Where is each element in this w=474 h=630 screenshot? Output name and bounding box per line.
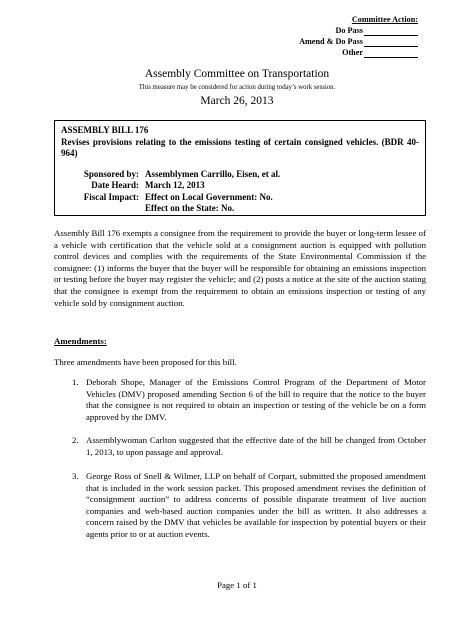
action-blank-line bbox=[364, 27, 418, 36]
work-session-note: This measure may be considered for action during today’s work session. bbox=[138, 84, 336, 91]
fiscal-impact-local: Effect on Local Government: No. bbox=[145, 191, 273, 202]
fiscal-impact-spacer bbox=[61, 203, 139, 215]
bill-number: ASSEMBLY BILL 176 bbox=[61, 125, 149, 135]
amendments-intro: Three amendments have been proposed for this bill. bbox=[54, 357, 237, 367]
committee-action-title: Committee Action: bbox=[351, 15, 418, 24]
bill-summary-paragraph: Assembly Bill 176 exempts a consignee from the requirement to provide the buyer or long-term lessee of a vehicle with certification that the vehicle sold at a consignment auction is equipped with pollution control devices and complies with the requirements of the State Environmental Commission if the consignee: (1) informs the buyer that the buyer will be responsible for obtaining an emissions inspection or testing before the buyer may register the vehicle; and (2) posts a notice at the site of the auction stating that the consignee is exempt from the requirement to obtain an emissions inspection or testing of any vehicle sold by consignment auction. bbox=[54, 228, 426, 308]
action-option-amend-do-pass bbox=[258, 36, 418, 47]
action-option-label: Amend & Do Pass bbox=[299, 37, 363, 46]
amendment-item bbox=[72, 471, 426, 541]
amendments-heading: Amendments: bbox=[54, 336, 107, 346]
sponsored-label: Sponsored by: bbox=[83, 168, 139, 179]
bill-metadata bbox=[61, 169, 419, 215]
action-blank-line bbox=[364, 38, 418, 47]
action-option-other bbox=[258, 47, 418, 58]
date-heard-value: March 12, 2013 bbox=[145, 180, 205, 190]
fiscal-impact-state: Effect on the State: No. bbox=[145, 203, 235, 213]
amendment-text: George Ross of Snell & Wilmer, LLP on behalf of Corpart, submitted the proposed amendment that is included in the work session packet. This proposed amendment revises the definition of “consignment auction” to address concerns of possible disparate treatment of live auction companies and web-based auction companies under the bill as written. It also addresses a concern raised by the DMV that vehicles be available for inspection by potential buyers or their agents prior to or at auction events. bbox=[86, 471, 426, 539]
bill-description: Revises provisions relating to the emissions testing of certain consigned vehicles. (BDR 40-964) bbox=[61, 136, 419, 158]
action-option-label: Do Pass bbox=[335, 26, 363, 35]
sponsored-value: Assemblymen Carrillo, Eisen, et al. bbox=[145, 168, 281, 179]
committee-name: Assembly Committee on Transportation bbox=[144, 68, 330, 80]
amendment-item bbox=[72, 435, 426, 458]
action-option-label: Other bbox=[342, 48, 363, 57]
amendment-text: Assemblywoman Carlton suggested that the effective date of the bill be changed from October 1, 2013, to upon passage and approval. bbox=[86, 435, 426, 457]
date-heard-label: Date Heard: bbox=[91, 180, 139, 190]
action-blank-line bbox=[364, 49, 418, 58]
committee-action-box bbox=[258, 14, 418, 58]
page-number: Page 1 of 1 bbox=[217, 580, 257, 590]
amendment-number: 1. bbox=[72, 377, 79, 387]
amendment-item bbox=[72, 377, 426, 423]
amendment-number: 3. bbox=[72, 471, 79, 481]
amendment-number: 2. bbox=[72, 435, 79, 445]
fiscal-impact-label: Fiscal Impact: bbox=[83, 191, 139, 202]
bill-summary-box bbox=[54, 120, 426, 216]
amendment-text: Deborah Shope, Manager of the Emissions Control Program of the Department of Motor Vehicles (DMV) proposed amending Section 6 of the bill to require that the notice to the buyer that the consignee is not required to obtain an inspection or testing of the vehicle be on a form approved by the DMV. bbox=[86, 377, 426, 422]
meeting-date: March 26, 2013 bbox=[200, 95, 274, 107]
action-option-do-pass bbox=[258, 25, 418, 36]
